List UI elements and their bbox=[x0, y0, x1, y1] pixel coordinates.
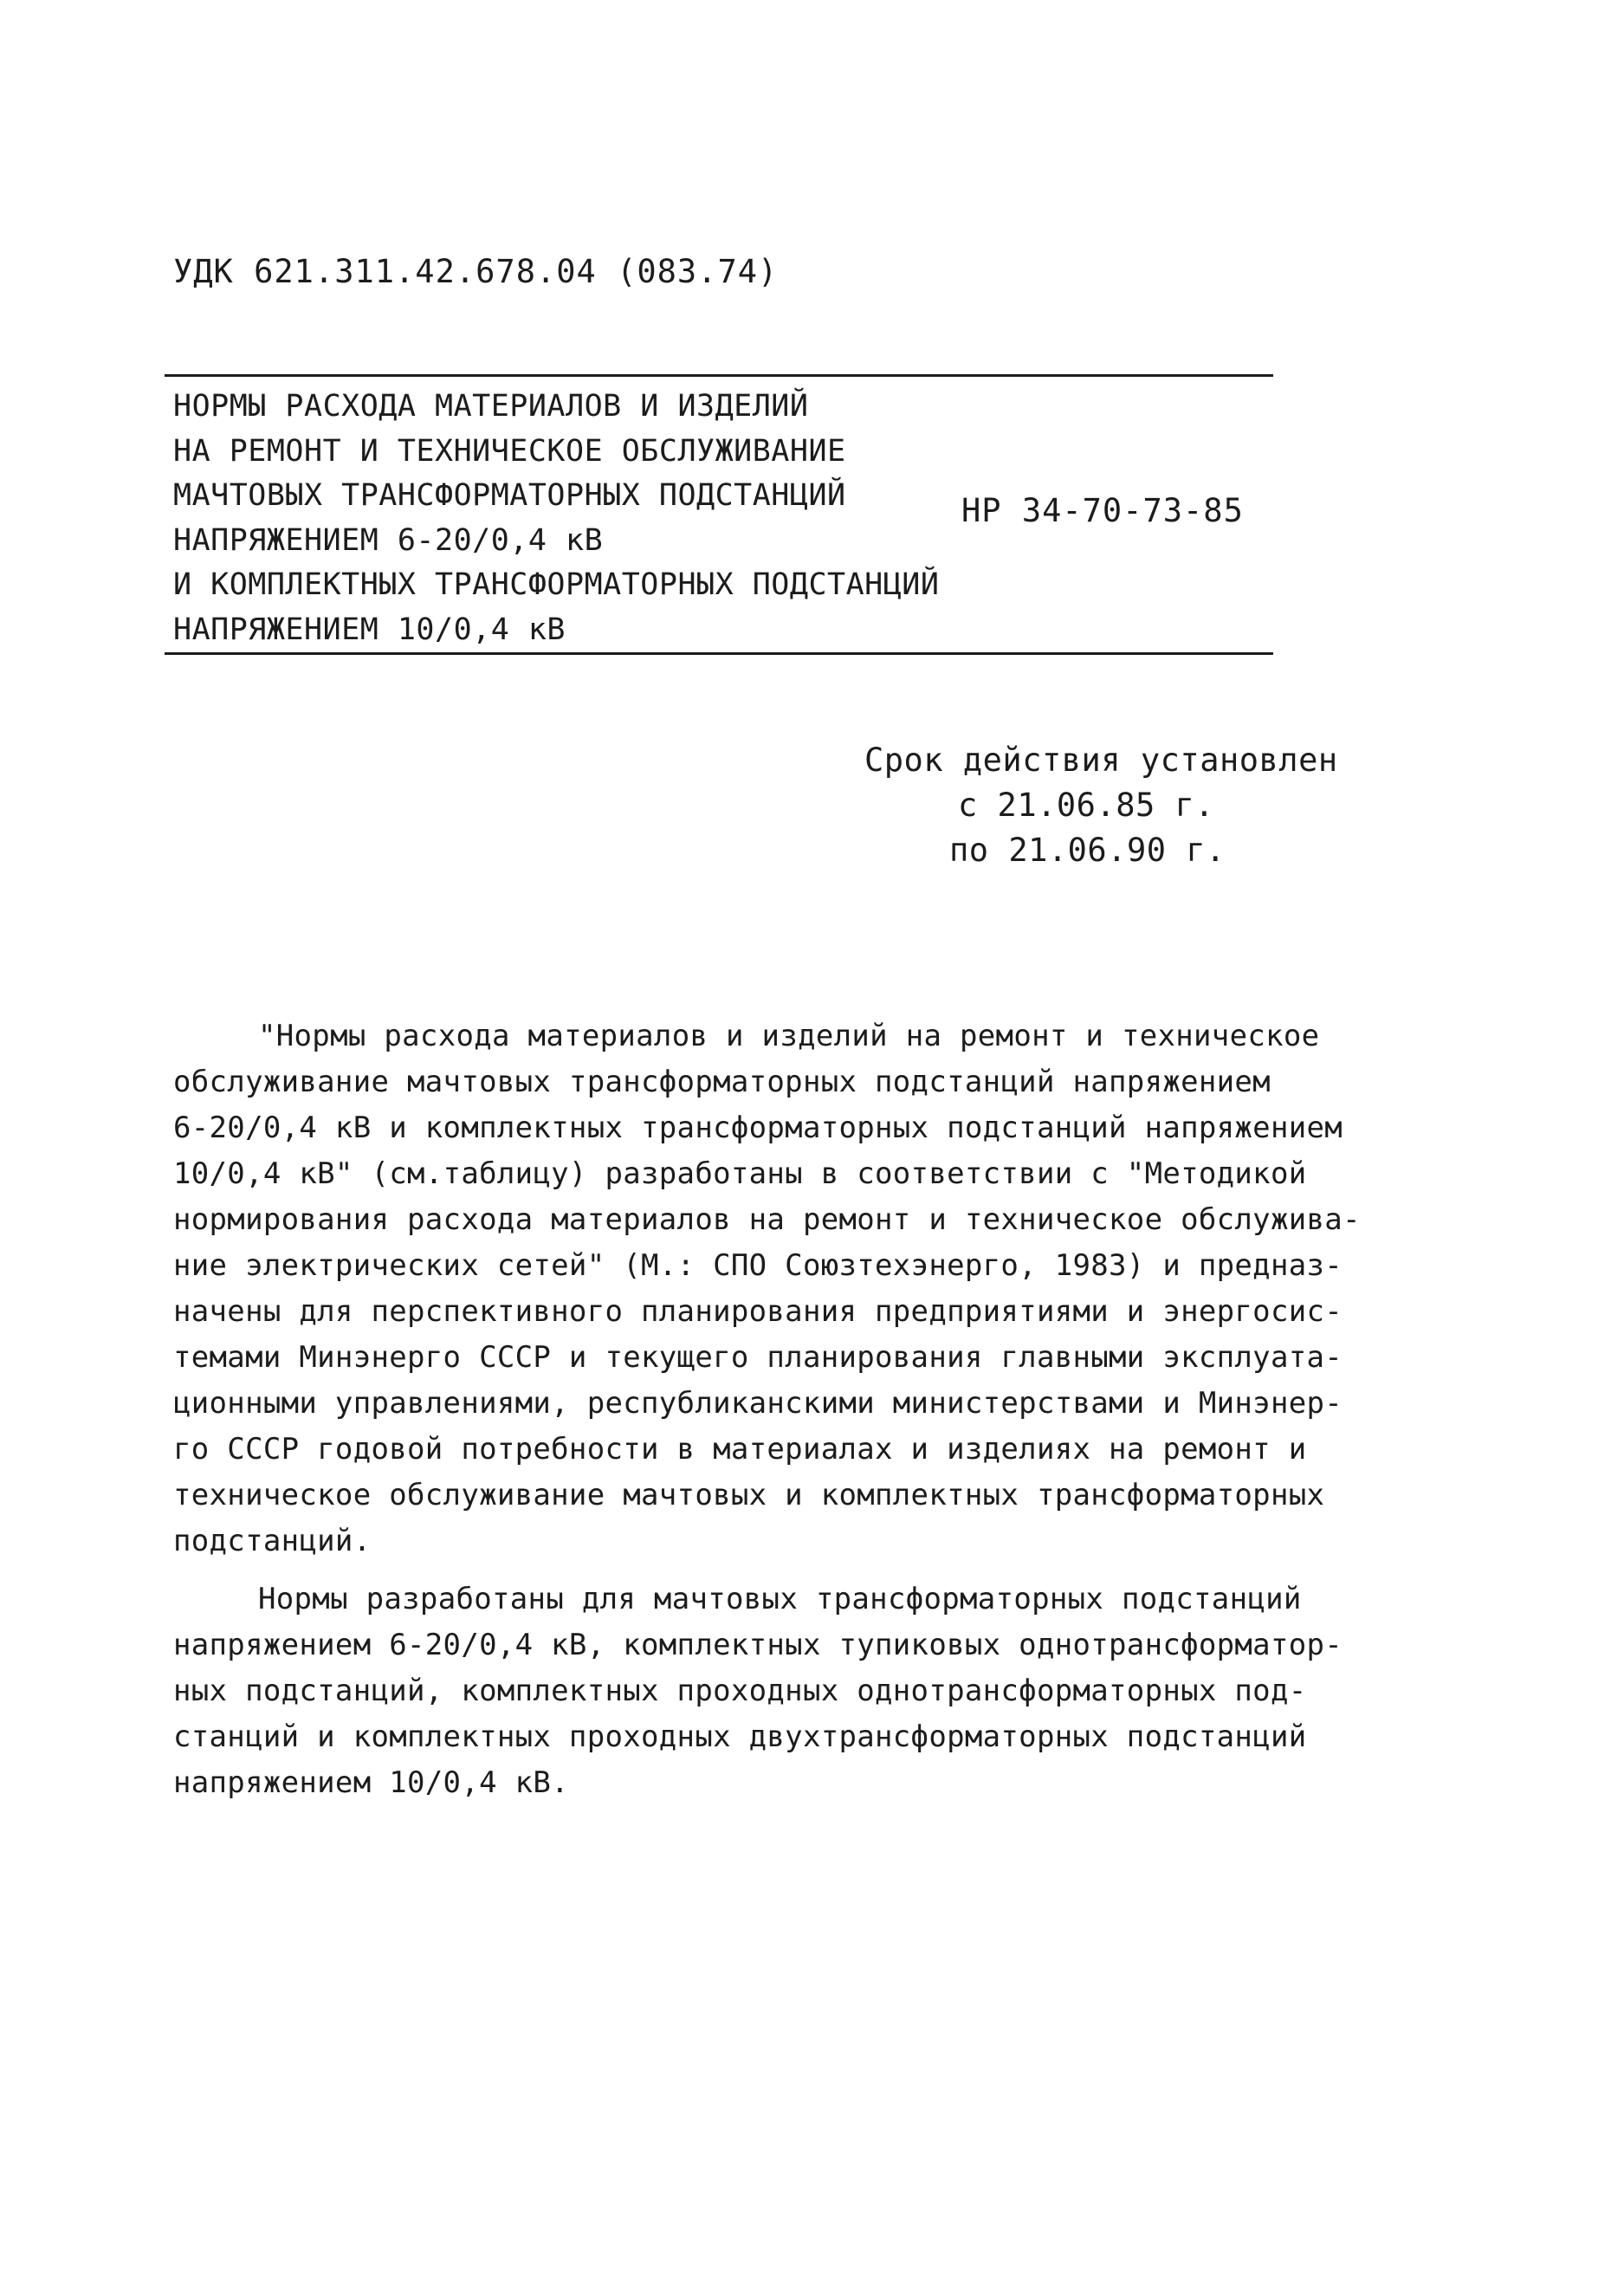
paragraph-scope bbox=[173, 1577, 1343, 1806]
title-rule-top bbox=[165, 374, 1273, 377]
paragraph-line: темами Минэнерго СССР и текущего планирования главными эксплуата- bbox=[173, 1340, 1343, 1375]
title-rule-bottom bbox=[165, 652, 1273, 655]
document-code: НР 34-70-73-85 bbox=[961, 492, 1244, 529]
paragraph-line: начены для перспективного планирования предприятиями и энергосис- bbox=[173, 1294, 1343, 1329]
paragraph-line: ных подстанций, комплектных проходных однотрансформаторных под- bbox=[173, 1674, 1307, 1708]
title-line: НОРМЫ РАСХОДА МАТЕРИАЛОВ И ИЗДЕЛИЙ bbox=[173, 389, 809, 424]
paragraph-line: го СССР годовой потребности в материалах и изделиях на ремонт и bbox=[173, 1432, 1307, 1467]
udk-code: УДК 621.311.42.678.04 (083.74) bbox=[173, 253, 779, 290]
paragraph-line: обслуживание мачтовых трансформаторных подстанций напряжением bbox=[173, 1065, 1271, 1099]
paragraph-line: напряжением 6-20/0,4 кВ, комплектных тупиковых однотрансформатор- bbox=[173, 1628, 1343, 1662]
title-line: И КОМПЛЕКТНЫХ ТРАНСФОРМАТОРНЫХ ПОДСТАНЦИЙ bbox=[173, 567, 940, 602]
paragraph-line: ционными управлениями, республиканскими министерствами и Минэнер- bbox=[173, 1386, 1343, 1421]
paragraph-line: "Нормы расхода материалов и изделий на ремонт и техническое bbox=[258, 1019, 1320, 1053]
paragraph-line: ние электрических сетей" (М.: СПО Союзтехэнерго, 1983) и предназ- bbox=[173, 1248, 1343, 1283]
paragraph-purpose bbox=[173, 1013, 1361, 1564]
title-line: МАЧТОВЫХ ТРАНСФОРМАТОРНЫХ ПОДСТАНЦИЙ bbox=[173, 478, 846, 513]
title-line: НАПРЯЖЕНИЕМ 6-20/0,4 кВ bbox=[173, 522, 604, 558]
paragraph-line: техническое обслуживание мачтовых и комплектных трансформаторных bbox=[173, 1478, 1325, 1512]
paragraph-line: нормирования расхода материалов на ремонт и техническое обслужива- bbox=[173, 1202, 1361, 1237]
paragraph-line: напряжением 10/0,4 кВ. bbox=[173, 1765, 569, 1800]
validity-from: с 21.06.85 г. bbox=[958, 787, 1215, 824]
paragraph-line: 10/0,4 кВ" (см.таблицу) разработаны в соответствии с "Методикой bbox=[173, 1156, 1307, 1191]
paragraph-line: Нормы разработаны для мачтовых трансформаторных подстанций bbox=[258, 1582, 1302, 1616]
document-title bbox=[173, 385, 953, 652]
paragraph-line: 6-20/0,4 кВ и комплектных трансформаторных подстанций напряжением bbox=[173, 1111, 1343, 1145]
validity-to: по 21.06.90 г. bbox=[949, 832, 1226, 869]
paragraph-line: станций и комплектных проходных двухтрансформаторных подстанций bbox=[173, 1719, 1307, 1754]
validity-label: Срок действия установлен bbox=[864, 741, 1338, 779]
title-line: НА РЕМОНТ И ТЕХНИЧЕСКОЕ ОБСЛУЖИВАНИЕ bbox=[173, 433, 846, 469]
validity-period bbox=[864, 738, 1338, 873]
paragraph-line: подстанций. bbox=[173, 1524, 372, 1558]
title-line: НАПРЯЖЕНИЕМ 10/0,4 кВ bbox=[173, 612, 566, 647]
